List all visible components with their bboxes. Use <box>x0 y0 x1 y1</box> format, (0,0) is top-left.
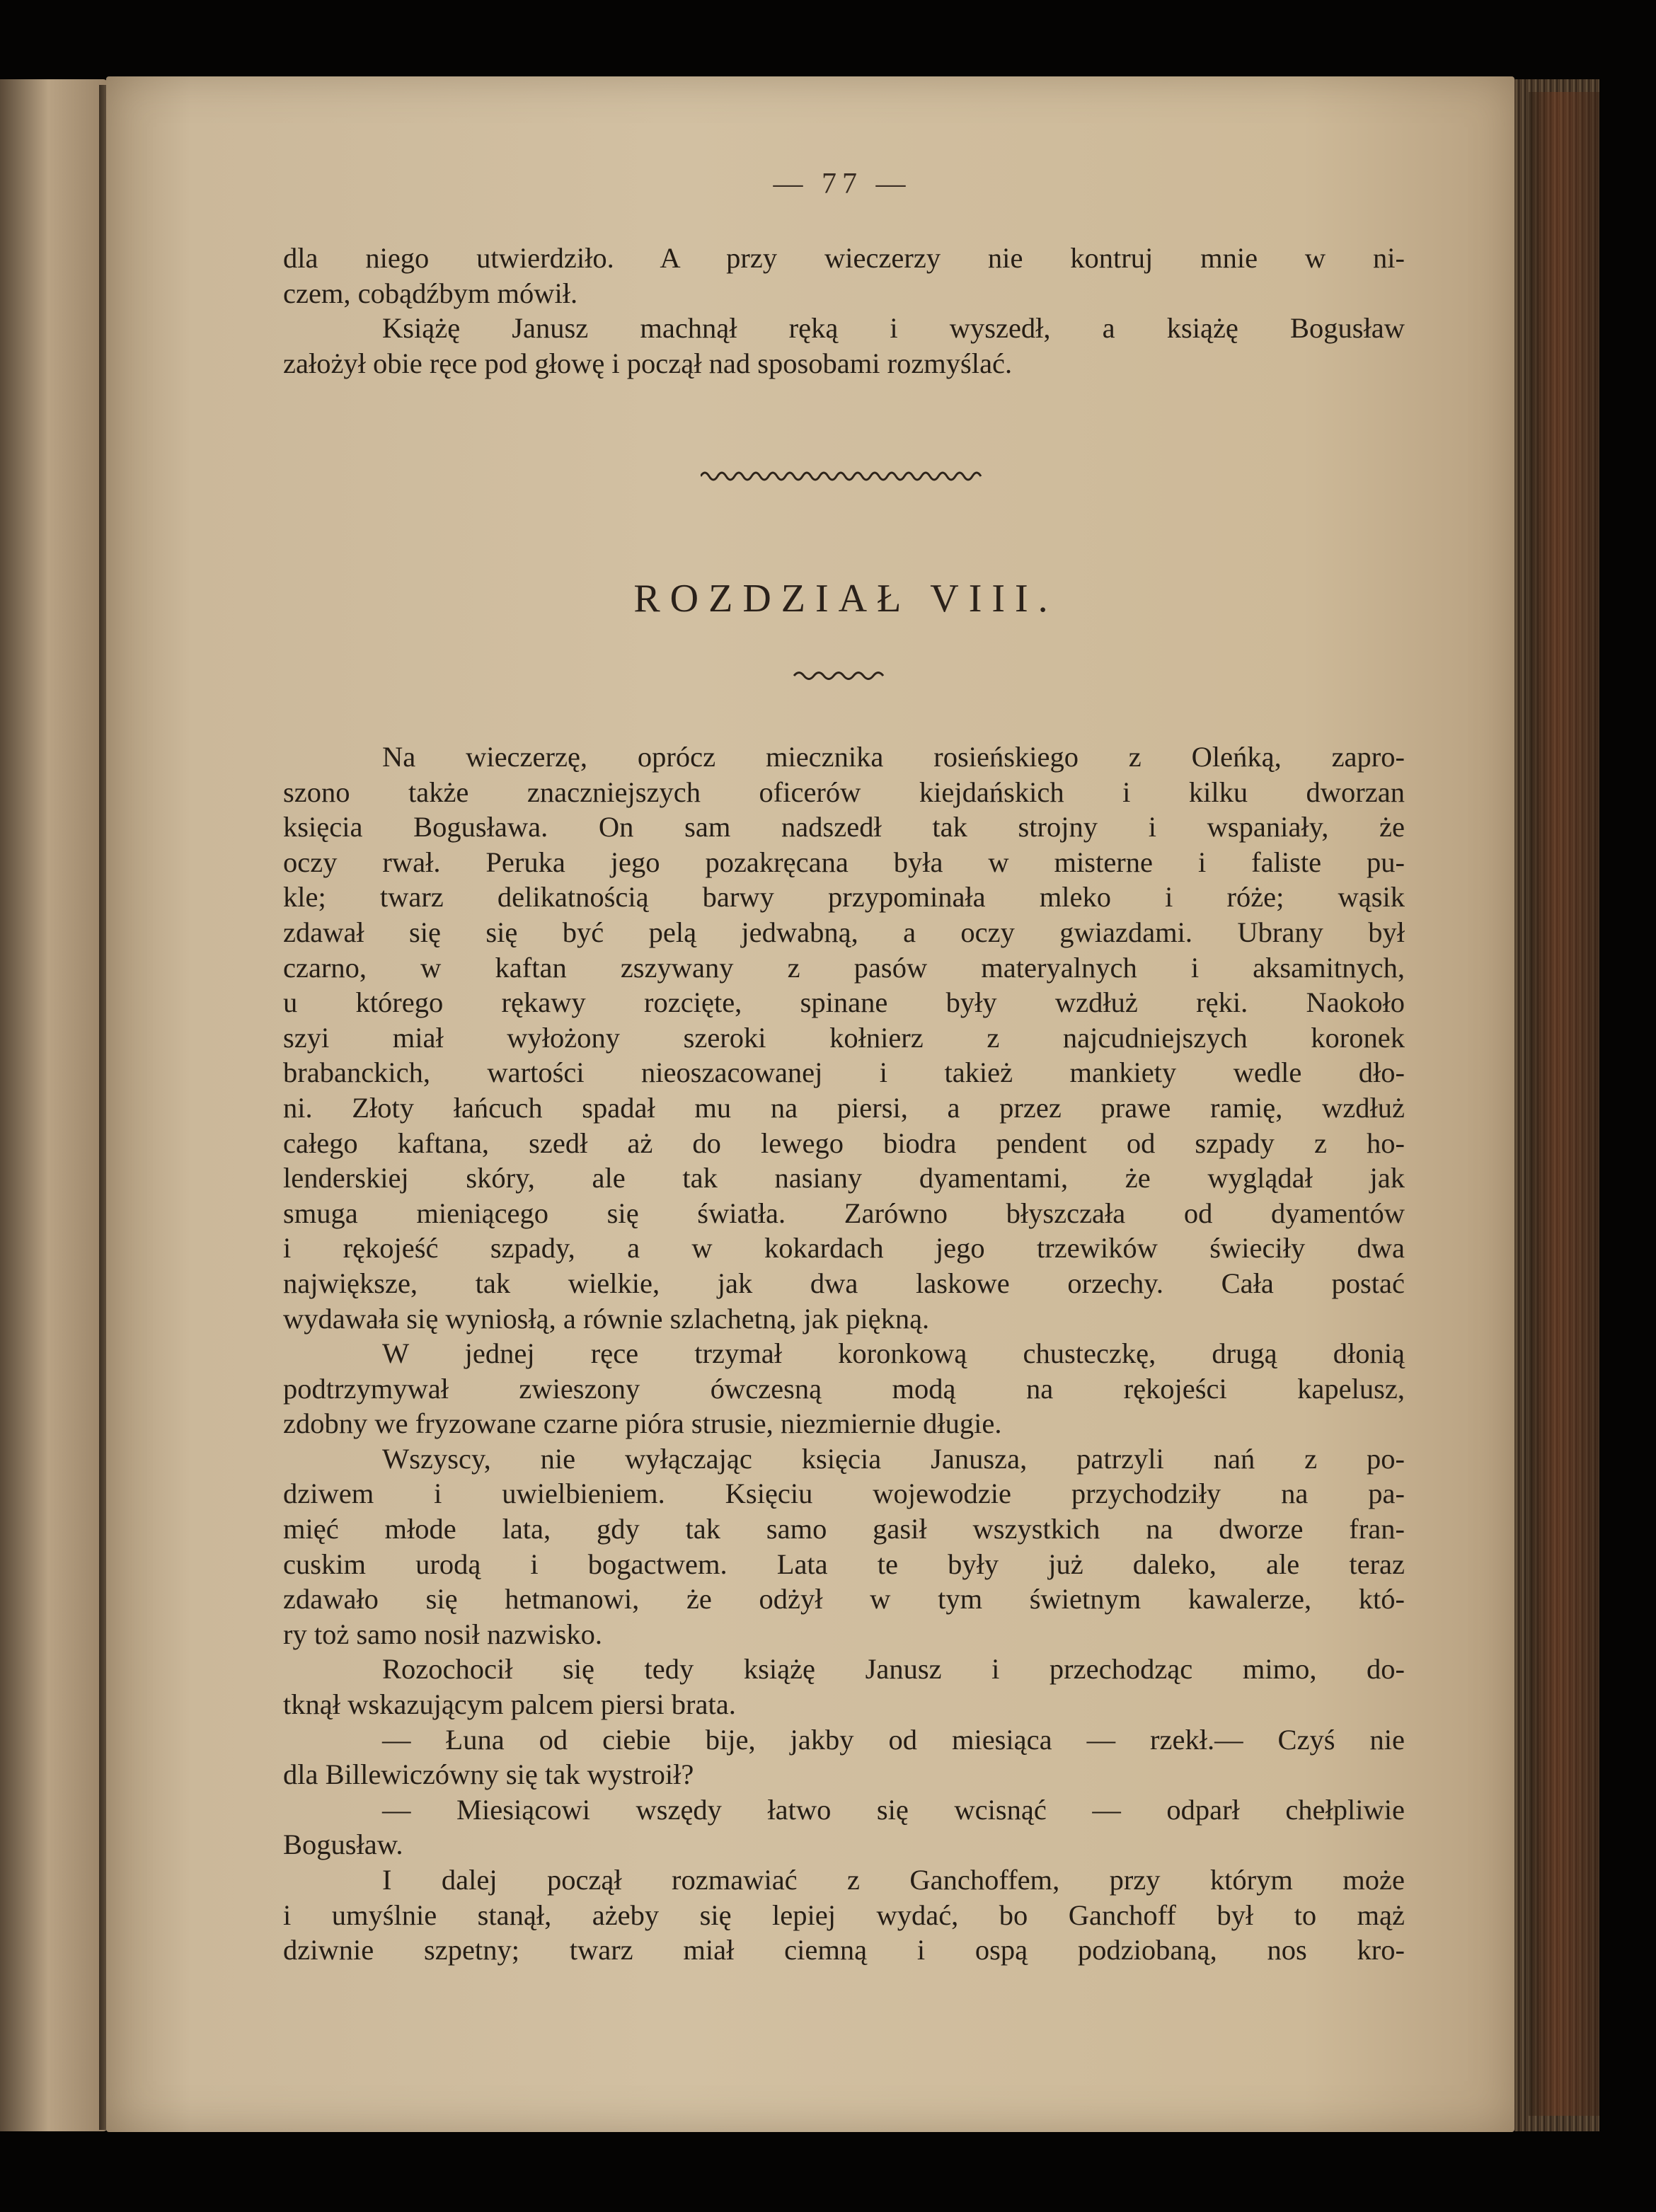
text-line: dla Billewiczówny się tak wystroił? <box>283 1758 694 1791</box>
text-line: zdawał się się być pelą jedwabną, a oczy gwiazdami. Ubrany był <box>283 916 1405 948</box>
text-line: założył obie ręce pod głowę i począł nad sposobami rozmyślać. <box>283 347 1013 379</box>
text-line: ni. Złoty łańcuch spadał mu na piersi, a przez prawe ramię, wzdłuż <box>283 1091 1405 1124</box>
text-line: kle; twarz delikatnością barwy przypominała mleko i róże; wąsik <box>283 881 1405 914</box>
text-line: tknął wskazującym palcem piersi brata. <box>283 1688 736 1721</box>
text-line: zdawało się hetmanowi, że odżył w tym świetnym kawalerze, któ- <box>283 1583 1405 1615</box>
book-cover-edge <box>1529 92 1599 2116</box>
small-wavy-ornament <box>793 668 892 684</box>
text-line: dziwnie szpetny; twarz miał ciemną i ospą podziobaną, nos kro- <box>283 1934 1405 1966</box>
text-line: brabanckich, wartości nieoszacowanej i takież mankiety wedle dło- <box>283 1056 1405 1089</box>
opening-paragraph <box>283 241 1405 381</box>
text-line: Rozochocił się tedy książę Janusz i przechodząc mimo, do- <box>382 1653 1405 1686</box>
text-line: Wszyscy, nie wyłączając księcia Janusza, patrzyli nań z po- <box>382 1442 1405 1475</box>
text-line: szyi miał wyłożony szeroki kołnierz z najcudniejszych koronek <box>283 1021 1405 1054</box>
page-number: — 77 — <box>773 168 912 200</box>
text-line: — Łuna od ciebie bije, jakby od miesiąca — rzekł.— Czyś nie <box>382 1723 1405 1756</box>
text-line: ry toż samo nosił nazwisko. <box>283 1618 603 1650</box>
text-line: księcia Bogusława. On sam nadszedł tak strojny i wspaniały, że <box>283 811 1405 843</box>
text-line: cuskim urodą i bogactwem. Lata te były już daleko, ale teraz <box>283 1548 1405 1580</box>
text-line: oczy rwał. Peruka jego pozakręcana była w misterne i faliste pu- <box>283 846 1405 878</box>
text-line: czarno, w kaftan zszywany z pasów materyalnych i aksamitnych, <box>283 951 1405 984</box>
chapter-body <box>283 739 1405 1968</box>
text-line: Bogusław. <box>283 1828 403 1861</box>
chapter-title: ROZDZIAŁ VIII. <box>633 577 1058 621</box>
text-line: całego kaftana, szedł aż do lewego biodra pendent od szpady z ho- <box>283 1127 1405 1159</box>
text-line: Na wieczerzę, oprócz miecznika rosieńskiego z Oleńką, zapro- <box>382 741 1405 773</box>
previous-page-edge <box>0 79 108 2131</box>
text-line: — Miesiącowi wszędy łatwo się wcisnąć — odparł chełpliwie <box>382 1793 1405 1826</box>
text-line: podtrzymywał zwieszony ówczesną modą na rękojeści kapelusz, <box>283 1372 1405 1405</box>
text-line: lenderskiej skóry, ale tak nasiany dyamentami, że wyglądał jak <box>283 1162 1405 1194</box>
text-line: wydawała się wyniosłą, a równie szlachetną, jak piękną. <box>283 1302 930 1335</box>
text-line: u którego rękawy rozcięte, spinane były wzdłuż ręki. Naokoło <box>283 986 1405 1019</box>
text-line: I dalej począł rozmawiać z Ganchoffem, przy którym może <box>382 1864 1405 1896</box>
text-line: W jednej ręce trzymał koronkową chusteczkę, drugą dłonią <box>382 1337 1405 1370</box>
text-line: zdobny we fryzowane czarne pióra strusie, niezmiernie długie. <box>283 1407 1002 1440</box>
text-line: smuga mieniącego się światła. Zarówno błyszczała od dyamentów <box>283 1197 1405 1229</box>
text-line: i umyślnie stanął, ażeby się lepiej wydać, bo Ganchoff był to mąż <box>283 1899 1405 1931</box>
text-line: największe, tak wielkie, jak dwa laskowe orzechy. Cała postać <box>283 1267 1405 1299</box>
text-line: szono także znaczniejszych oficerów kiejdańskich i kilku dworzan <box>283 776 1405 808</box>
text-line: Książę Janusz machnął ręką i wyszedł, a książę Bogusław <box>382 312 1405 345</box>
text-line: i rękojeść szpady, a w kokardach jego trzewików świeciły dwa <box>283 1232 1405 1265</box>
text-line: mięć młode lata, gdy tak samo gasił wszystkich na dworze fran- <box>283 1513 1405 1545</box>
text-line: czem, cobądźbym mówił. <box>283 277 578 309</box>
text-line: dziwem i uwielbieniem. Księciu wojewodzie przychodziły na pa- <box>283 1477 1405 1510</box>
wavy-divider-ornament <box>701 467 984 485</box>
text-line: dla niego utwierdziło. A przy wieczerzy nie kontruj mnie w ni- <box>283 242 1405 274</box>
